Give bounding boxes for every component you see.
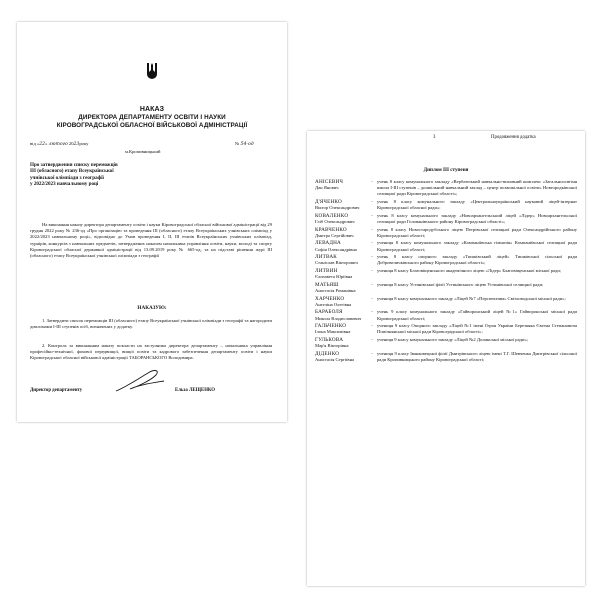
page-number: 3 [433, 135, 436, 140]
trident-emblem-icon [146, 62, 158, 80]
list-item: КРАВЧЕНКО Дмитро Сергійович - учень 8 класу Новостародубського ліцею Петрівської селищної ради Олександрійського району Кіровоградської області; [315, 226, 577, 238]
order-number: № 54-од [235, 141, 254, 147]
order-item-1: 1. Затвердити список переможців ІІІ (обласного) етапу Всеукраїнської учнівської олімпіади з географії та нагородити дипломами І-ІІІ ступенів осіб, визначених у додатку. [30, 318, 272, 330]
department-title: ДИРЕКТОРА ДЕПАРТАМЕНТУ ОСВІТИ І НАУКИ [78, 114, 226, 121]
list-item: ХАРЧЕНКО Ангеліна Олегівна - учениця 8 класу комунального закладу «Ліцей №7 «Перспектива» Світловодської міської ради»; [315, 295, 566, 307]
list-item: ДІДЕНКО Анастасія Сергіївна - учениця 9 класу Іванковецької філії Дмитрівського ліцею імені Т.Г. Шевченка Дмитрівської сільської ради Кропивницького району Кіровоградської області; [315, 350, 577, 362]
order-page [17, 22, 287, 422]
signature-name: Ельза ЛЕЩЕНКО [175, 388, 216, 393]
signature-icon [112, 367, 172, 395]
signature-title: Директор департаменту [30, 388, 83, 393]
list-item: КОВАЛЕНКО Гліб Олександрович - учень 8 класу комунального закладу «Новоархангельський ліцей «Лідер» Новоархангельської селищної ради Голованівського району Кіровоградської області»; [315, 212, 577, 224]
list-item: МАТЬЯШ Анастасія Романівна - учениця 8 класу Устинівської філії Устинівського ліцею Устинівської селищної ради; [315, 281, 544, 293]
city: м.Кропивницький [125, 149, 161, 154]
list-item: ЛИТВАК Станіслав Вікторович - учень 8 класу опорного закладу «Тишківський ліцей» Тишківської сільської ради Добровеличківського району Кіровоградської області»; [315, 254, 577, 266]
order-date: від «22» лютого 2023року [30, 141, 89, 147]
order-preamble: На виконання наказу директора департаменту освіти і науки Кіровоградської обласної військової адміністрації від 29 грудня 2022 року № 236-од «Про організацію та проведення ІІІ (обласного) етапу Всеукраїнських учнівських олімпіад у 2022/2023 навчальному році», відповідно до Умов проведення І, ІІ, ІІІ етапів Всеукраїнських учнівських олімпіад, турнірів, конкурсів з навчальних предметів, затверджених наказом начальника управління освіти, науки, молоді та спорту Кіровоградської обласної державної адміністрації від 13.09.2019 року № 665-од, та на підставі рішення журі ІІІ (обласного) етапу Всеукраїнської учнівської олімпіади з географії [30, 222, 272, 259]
list-item: ЛИТВИН Єлизавета Юріївна - учениця 8 класу Благовіщенського академічного ліцею «Лідер» Благовіщенської міської ради; [315, 267, 562, 280]
list-item: Д'ЯЧЕНКО Віктор Олександрович - учень 8 класу комунального закладу «Центральноукраїнський науковий ліцей-інтернат Кіровоградської обласної ради»; [315, 199, 577, 211]
list-item: АНІСЕВИЧ Дан Янович - учень 8 класу комунального закладу «Верблюзький навчально-виховний комплекс «Загальноосвітня школа І-ІІІ ступенів – дошкільний навчальний заклад – центр позашкільної освіти» Новгородківської селищної ради Кіровоградської області»; [315, 179, 577, 197]
order-item-2: 2. Контроль за виконанням наказу покласти на заступника директора департаменту – начальника управління професійно-технічної, фахової передвищої, вищої освіти та кадрового забезпечення департаменту освіти і науки Кіровоградської обласної військової адміністрації ТАБОРАНСЬКОГО Володимира. [30, 343, 272, 361]
order-subject: Про затвердження списку переможців ІІІ (обласного) етапу Всеукраїнської учнівської олімпіади з географії у 2022/2023 навчальному році [30, 162, 118, 188]
appendix-page [307, 131, 585, 586]
administration-title: КІРОВОГРАДСЬКОЇ ОБЛАСНОЇ ВІЙСЬКОВОЇ АДМІНІСТРАЦІЇ [56, 122, 248, 129]
diploma-title: Диплом ІІІ ступеня [423, 167, 469, 173]
order-directive-heading: НАКАЗУЮ: [137, 305, 167, 311]
order-heading: НАКАЗ [139, 106, 165, 113]
list-item: ГАЛЬЧЕНКО Ілона Максимівна - учениця 9 класу Опорного закладу «Ліцей №1 імені Героя України Березняка Євгена Степановича Помічнянської міської ради Кіровоградської області»; [315, 323, 577, 335]
list-item: ЛЕВАДНА Софія Олександрівна - учениця 8 класу комунального закладу «Компаніївська гімназія» Компаніївської селищної ради Кіровоградської області; [315, 240, 577, 252]
list-item: ГУЛЬКОВА Мар'я Вікторівна - учениця 9 класу комунального закладу «Ліцей №2 Долинської міської ради»; [315, 336, 529, 349]
continuation-label: Продовження додатка [491, 135, 536, 140]
list-item: БАРАБОЛЯ Микола Владиславович - учень 9 класу комунального закладу «Гайворонський ліцей №1» Гайворонської міської ради Кіровоградської області; [315, 309, 577, 321]
winners-list [315, 179, 577, 365]
